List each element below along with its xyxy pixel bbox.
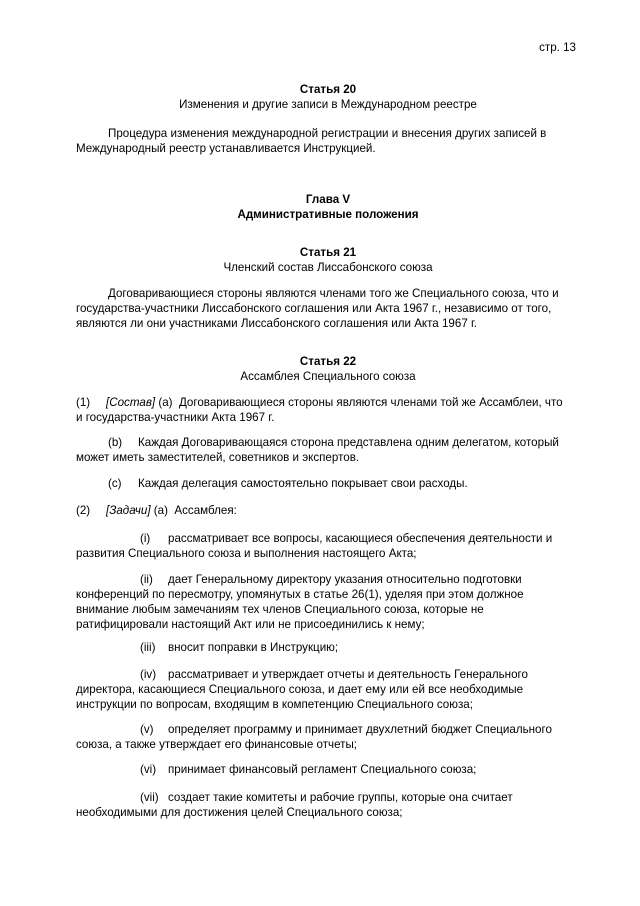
list-item-line: дает Генеральному директору указания относительно подготовки [168,573,522,586]
list-item-line: необходимыми для достижения целей Специального союза; [76,806,403,819]
list-item-number: (v) [140,723,154,736]
paragraph-1b-line-1: Каждая Договаривающаяся сторона представлена одним делегатом, который [138,436,559,449]
list-item [76,790,580,820]
chapter-5-subtitle: Административные положения [237,208,419,221]
paragraph-1a-letter: (a) [158,396,173,409]
paragraph-2a-letter: (a) [153,504,168,517]
list-item [76,531,580,561]
article-20-subtitle: Изменения и другие записи в Международном реестре [179,98,477,111]
article-20-line-1: Процедура изменения международной регистрации и внесения других записей в [108,127,547,140]
paragraph-2a-line-1: Ассамблея: [174,504,237,517]
article-22-heading [76,354,580,384]
list-item-line: конференций по пересмотру, упомянутых в статье 26(1), уделяя при этом должное [76,588,524,601]
article-22-subtitle: Ассамблея Специального союза [240,370,416,383]
list-item-line: развития Специального союза и выполнения настоящего Акта; [76,547,417,560]
paragraph-1c-line-1: Каждая делегация самостоятельно покрывает свои расходы. [138,477,468,490]
list-item-line: союза, а также утверждает его финансовые отчеты; [76,738,358,751]
list-item-line: внимание любым замечаниям тех членов Специального союза, которые не [76,603,484,616]
list-item-number: (vii) [140,791,159,804]
list-item-line: инструкции по вопросам, входящим в компетенцию Специального союза; [76,698,473,711]
list-item-line: рассматривает и утверждает отчеты и деятельность Генерального [168,668,528,681]
article-20-heading [76,82,580,112]
list-item-number: (i) [140,532,151,545]
article-20-line-2: Международный реестр устанавливается Инструкцией. [76,142,376,155]
list-item-number: (ii) [140,573,153,586]
paragraph-1-label: [Состав] [106,396,156,409]
list-item-number: (iv) [140,668,157,681]
paragraph-1c [76,476,580,491]
article-21-line-3: являются ли они участниками Лиссабонского соглашения или Акта 1967 г. [76,317,478,330]
chapter-5-title: Глава V [305,193,351,206]
article-21-heading [76,245,580,275]
list-item-number: (vi) [140,763,157,776]
list-item-number: (iii) [140,641,156,654]
article-22-title: Статья 22 [299,355,357,368]
list-item-line: рассматривает все вопросы, касающиеся обеспечения деятельности и [168,532,553,545]
paragraph-1a-line-2: и государства-участники Акта 1967 г. [76,411,275,424]
paragraph-1b-letter: (b) [108,436,123,449]
paragraph-1-number: (1) [76,396,91,409]
article-21-line-2: государства-участники Лиссабонского соглашения или Акта 1967 г., независимо от того, [76,302,552,315]
chapter-5-heading [76,192,580,222]
article-21-subtitle: Членский состав Лиссабонского союза [223,261,433,274]
page-number: стр. 13 [539,41,576,54]
list-item-line: принимает финансовый регламент Специального союза; [168,763,477,776]
paragraph-2-label: [Задачи] [106,504,151,517]
article-21-line-1: Договаривающиеся стороны являются членами того же Специального союза, что и [108,287,559,300]
paragraph-1c-letter: (c) [108,477,122,490]
list-item [76,667,580,712]
paragraph-1 [76,395,580,425]
paragraph-1b-line-2: может иметь заместителей, советников и экспертов. [76,451,360,464]
article-20-text [76,126,580,156]
list-item [76,572,580,632]
list-item [76,640,580,655]
list-item [76,762,580,777]
paragraph-1b [76,435,580,465]
list-item-line: определяет программу и принимает двухлетний бюджет Специального [168,723,552,736]
article-21-text [76,286,580,331]
list-item [76,722,580,752]
paragraph-1a-line-1: Договаривающиеся стороны являются членами той же Ассамблеи, что [178,396,563,409]
list-item-line: ратифицировали настоящий Акт или не присоединились к нему; [76,618,425,631]
article-21-title: Статья 21 [299,246,357,259]
paragraph-2-number: (2) [76,504,91,517]
list-item-line: вносит поправки в Инструкцию; [168,641,339,654]
article-20-title: Статья 20 [299,83,357,96]
list-item-line: создает такие комитеты и рабочие группы, которые она считает [168,791,513,804]
paragraph-2 [76,503,580,518]
list-item-line: директора, касающиеся Специального союза, и дает ему или ей все необходимые [76,683,524,696]
